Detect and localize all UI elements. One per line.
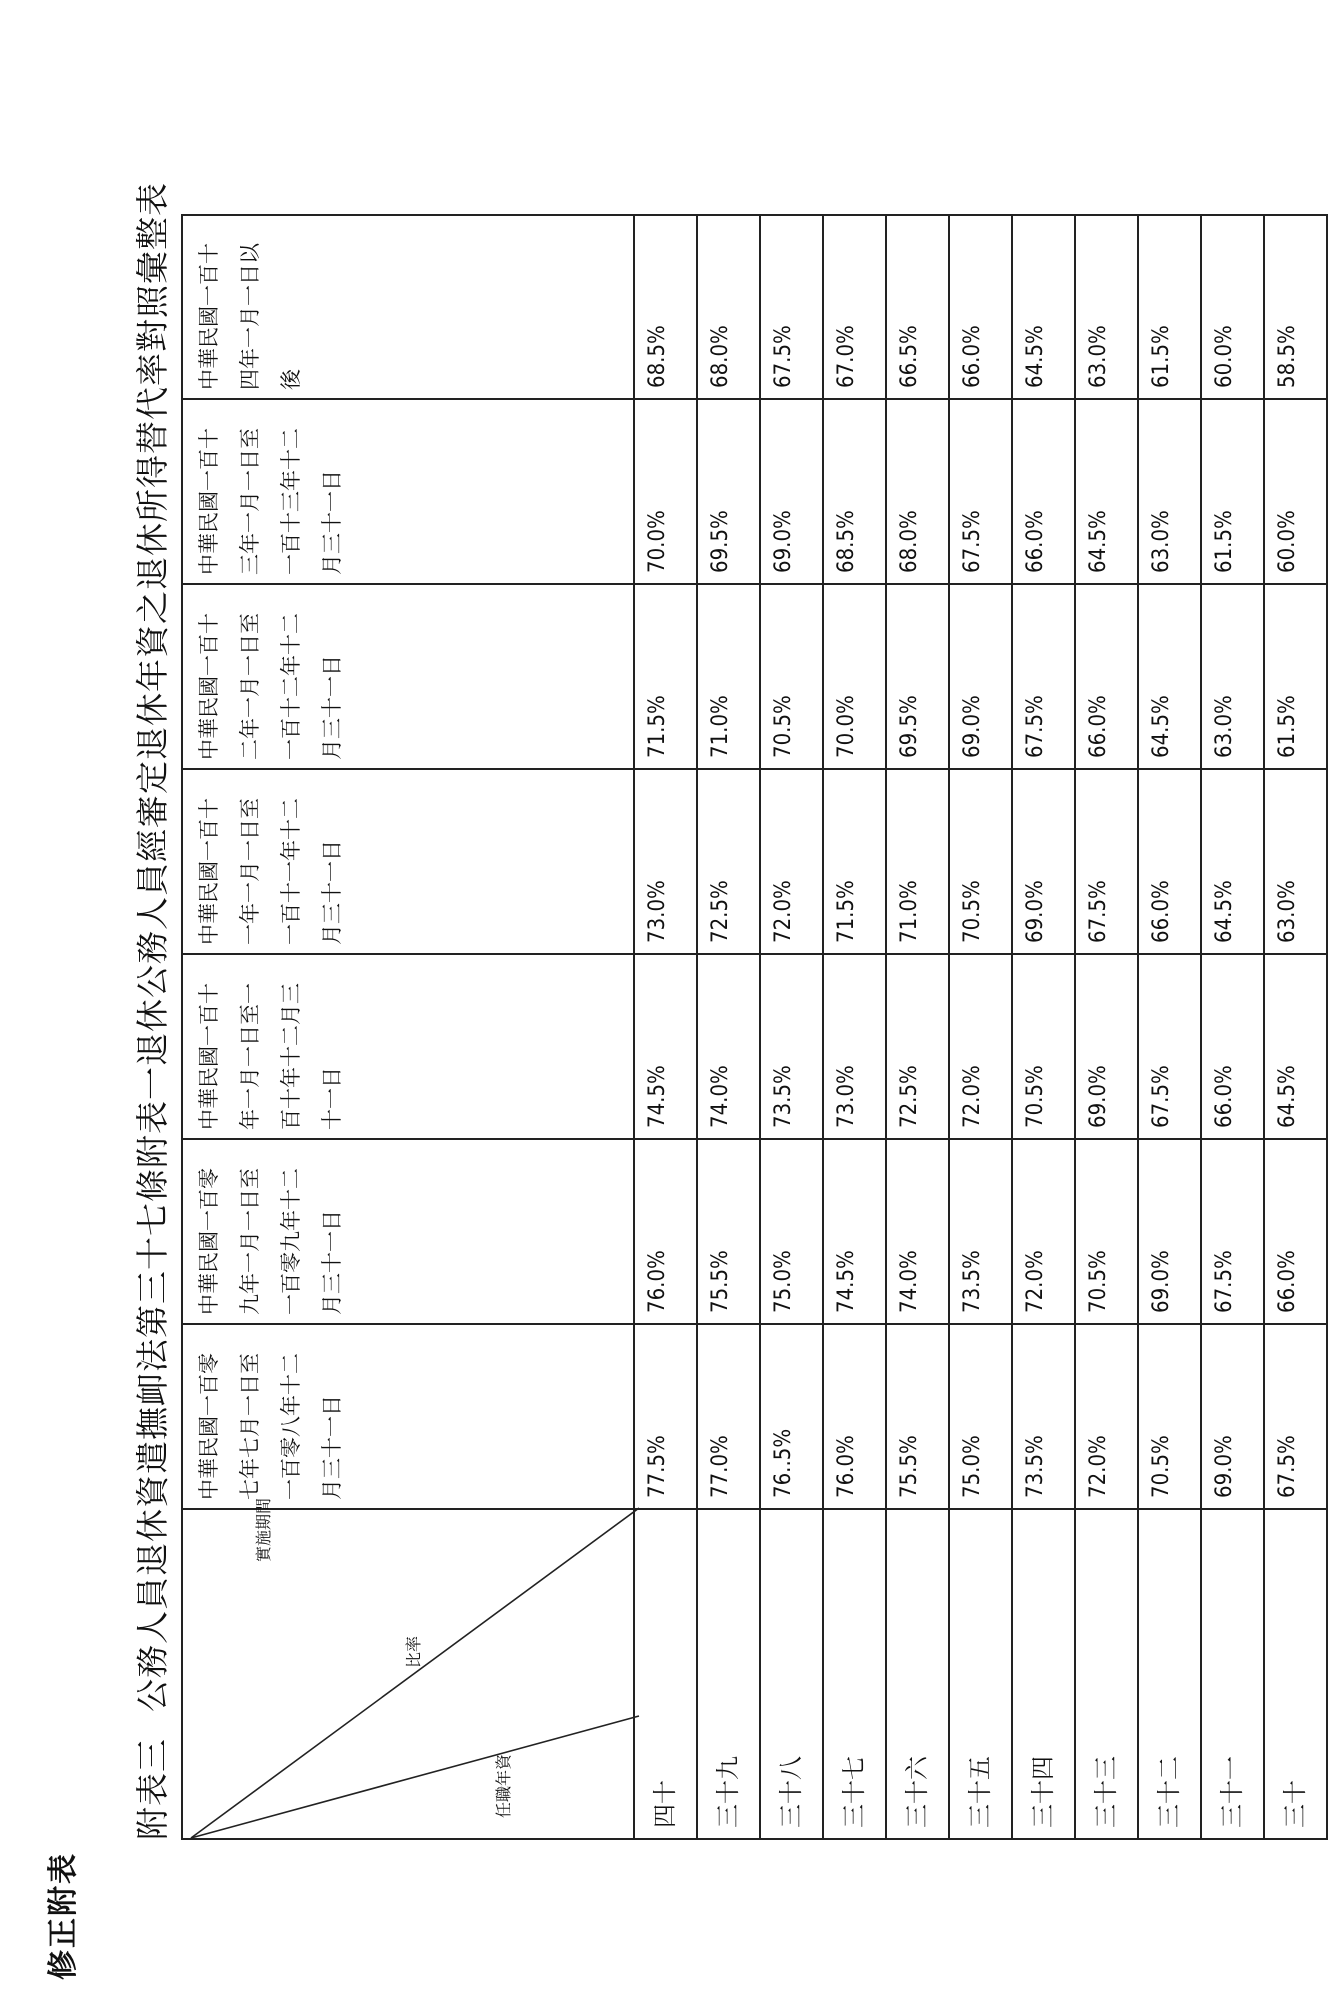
rate-cell: 73.5% bbox=[760, 954, 823, 1139]
rate-cell: 67.5% bbox=[1138, 954, 1201, 1139]
rate-cell: 66.0% bbox=[1138, 769, 1201, 954]
service-years-cell: 三十四 bbox=[1012, 1509, 1075, 1839]
service-years-cell: 四十 bbox=[634, 1509, 697, 1839]
rotated-table-region bbox=[0, 86, 1309, 1902]
caption-label: 附表三 bbox=[132, 1738, 172, 1840]
period-header-line: 中華民國一百零 bbox=[197, 1168, 221, 1315]
rate-cell: 76..5% bbox=[760, 1324, 823, 1509]
rate-cell: 63.0% bbox=[1075, 215, 1138, 399]
table-body bbox=[634, 215, 1327, 1839]
service-years-cell: 三十一 bbox=[1201, 1509, 1264, 1839]
rate-cell: 69.5% bbox=[886, 584, 949, 769]
rate-cell: 70.0% bbox=[634, 399, 697, 584]
table-row bbox=[1138, 215, 1201, 1839]
rate-cell: 77.0% bbox=[697, 1324, 760, 1509]
table-row bbox=[886, 215, 949, 1839]
period-header-2 bbox=[182, 1139, 634, 1324]
service-years-cell: 三十 bbox=[1264, 1509, 1327, 1839]
rate-cell: 72.5% bbox=[886, 954, 949, 1139]
rate-cell: 74.5% bbox=[823, 1139, 886, 1324]
rate-cell: 63.0% bbox=[1201, 584, 1264, 769]
rate-cell: 69.0% bbox=[1012, 769, 1075, 954]
rate-cell: 70.5% bbox=[760, 584, 823, 769]
rate-cell: 68.0% bbox=[697, 215, 760, 399]
period-header-line: 月三十一日 bbox=[320, 1210, 344, 1315]
rate-cell: 70.5% bbox=[949, 769, 1012, 954]
service-years-cell: 三十九 bbox=[697, 1509, 760, 1839]
rate-cell: 69.5% bbox=[697, 399, 760, 584]
period-header-line: 十一日 bbox=[320, 1067, 344, 1130]
rate-cell: 58.5% bbox=[1264, 215, 1327, 399]
rate-cell: 64.5% bbox=[1138, 584, 1201, 769]
period-header-line: 月三十一日 bbox=[320, 655, 344, 760]
rate-cell: 68.5% bbox=[823, 399, 886, 584]
service-years-cell: 三十七 bbox=[823, 1509, 886, 1839]
rate-cell: 72.5% bbox=[697, 769, 760, 954]
rate-cell: 70.0% bbox=[823, 584, 886, 769]
rate-cell: 61.5% bbox=[1264, 584, 1327, 769]
period-header-line: 一百零九年十二 bbox=[279, 1168, 303, 1315]
caption-title: 公務人員退休資遣撫卹法第三十七條附表一退休公務人員經審定退休年資之退休所得替代率對照彙整表 bbox=[132, 182, 172, 1712]
table-row bbox=[760, 215, 823, 1839]
corner-label-rate: 比率 bbox=[404, 1635, 423, 1668]
period-header-line: 後 bbox=[279, 369, 303, 390]
period-header-5 bbox=[182, 584, 634, 769]
corner-label-period: 實施期間 bbox=[254, 1497, 273, 1562]
rate-cell: 73.0% bbox=[634, 769, 697, 954]
corner-header-cell bbox=[182, 1497, 634, 1839]
period-header-line: 七年七月一日至 bbox=[238, 1353, 262, 1500]
rate-cell: 75.5% bbox=[886, 1324, 949, 1509]
period-header-line: 中華民國一百十 bbox=[197, 243, 221, 390]
rate-cell: 76.0% bbox=[823, 1324, 886, 1509]
rate-cell: 60.0% bbox=[1264, 399, 1327, 584]
rate-cell: 70.5% bbox=[1075, 1139, 1138, 1324]
rate-cell: 69.0% bbox=[1075, 954, 1138, 1139]
period-header-3 bbox=[182, 954, 634, 1139]
period-header-line: 百十年十二月三 bbox=[279, 983, 303, 1130]
period-header-line: 一年一月一日至 bbox=[238, 798, 262, 945]
rate-cell: 63.0% bbox=[1138, 399, 1201, 584]
table-row bbox=[823, 215, 886, 1839]
rate-cell: 70.5% bbox=[1012, 954, 1075, 1139]
service-years-cell: 三十六 bbox=[886, 1509, 949, 1839]
table-row bbox=[949, 215, 1012, 1839]
rate-cell: 67.5% bbox=[949, 399, 1012, 584]
rate-cell: 72.0% bbox=[760, 769, 823, 954]
period-header-line: 九年一月一日至 bbox=[238, 1168, 262, 1315]
rate-cell: 68.0% bbox=[886, 399, 949, 584]
rate-cell: 75.0% bbox=[760, 1139, 823, 1324]
table-caption bbox=[120, 100, 180, 1840]
rate-cell: 63.0% bbox=[1264, 769, 1327, 954]
rate-cell: 67.5% bbox=[760, 215, 823, 399]
period-header-line: 中華民國一百十 bbox=[197, 428, 221, 575]
period-header-line: 月三十一日 bbox=[320, 1395, 344, 1500]
rate-cell: 66.0% bbox=[1201, 954, 1264, 1139]
service-years-cell: 三十三 bbox=[1075, 1509, 1138, 1839]
period-header-4 bbox=[182, 769, 634, 954]
period-header-6 bbox=[182, 399, 634, 584]
service-years-cell: 三十八 bbox=[760, 1509, 823, 1839]
rate-cell: 66.0% bbox=[1075, 584, 1138, 769]
corner-label-years: 任職年資 bbox=[494, 1753, 513, 1818]
rate-cell: 74.0% bbox=[886, 1139, 949, 1324]
rate-cell: 69.0% bbox=[760, 399, 823, 584]
period-header-7 bbox=[182, 215, 634, 399]
period-header-line: 二年一月一日至 bbox=[238, 613, 262, 760]
rate-cell: 73.5% bbox=[949, 1139, 1012, 1324]
rate-cell: 72.0% bbox=[949, 954, 1012, 1139]
rate-cell: 77.5% bbox=[634, 1324, 697, 1509]
rate-cell: 67.5% bbox=[1075, 769, 1138, 954]
rate-cell: 66.0% bbox=[1012, 399, 1075, 584]
period-header-line: 中華民國一百十 bbox=[197, 983, 221, 1130]
period-header-line: 一百十二年十二 bbox=[279, 613, 303, 760]
rate-cell: 69.0% bbox=[1138, 1139, 1201, 1324]
period-header-line: 一百零八年十二 bbox=[279, 1353, 303, 1500]
rate-cell: 74.0% bbox=[697, 954, 760, 1139]
replacement-rate-table bbox=[181, 214, 1328, 1840]
page-heading: 修正附表 bbox=[46, 1852, 81, 1980]
rate-cell: 76.0% bbox=[634, 1139, 697, 1324]
rate-cell: 73.5% bbox=[1012, 1324, 1075, 1509]
rate-cell: 71.0% bbox=[697, 584, 760, 769]
table-row bbox=[1264, 215, 1327, 1839]
rate-cell: 61.5% bbox=[1138, 215, 1201, 399]
period-header-line: 月三十一日 bbox=[320, 840, 344, 945]
period-header-line: 一百十三年十二 bbox=[279, 428, 303, 575]
rate-cell: 67.5% bbox=[1012, 584, 1075, 769]
rate-cell: 64.5% bbox=[1264, 954, 1327, 1139]
rate-cell: 69.0% bbox=[1201, 1324, 1264, 1509]
rate-cell: 67.5% bbox=[1264, 1324, 1327, 1509]
service-years-cell: 三十五 bbox=[949, 1509, 1012, 1839]
rate-cell: 66.0% bbox=[1264, 1139, 1327, 1324]
rate-cell: 75.0% bbox=[949, 1324, 1012, 1509]
rate-cell: 60.0% bbox=[1201, 215, 1264, 399]
rate-cell: 71.5% bbox=[823, 769, 886, 954]
period-header-line: 三年一月一日至 bbox=[238, 428, 262, 575]
rate-cell: 64.5% bbox=[1075, 399, 1138, 584]
period-header-line: 一百十一年十二 bbox=[279, 798, 303, 945]
table-row bbox=[634, 215, 697, 1839]
rate-cell: 74.5% bbox=[634, 954, 697, 1139]
period-header-line: 中華民國一百零 bbox=[197, 1353, 221, 1500]
rate-cell: 66.5% bbox=[886, 215, 949, 399]
period-header-1 bbox=[182, 1324, 634, 1509]
table-row bbox=[1201, 215, 1264, 1839]
rate-cell: 72.0% bbox=[1075, 1324, 1138, 1509]
rate-cell: 66.0% bbox=[949, 215, 1012, 399]
header-row bbox=[182, 215, 634, 1839]
rate-cell: 71.5% bbox=[634, 584, 697, 769]
rate-cell: 71.0% bbox=[886, 769, 949, 954]
period-header-line: 中華民國一百十 bbox=[197, 798, 221, 945]
rate-cell: 75.5% bbox=[697, 1139, 760, 1324]
period-header-line: 月三十一日 bbox=[320, 470, 344, 575]
rate-cell: 64.5% bbox=[1012, 215, 1075, 399]
rate-cell: 67.5% bbox=[1201, 1139, 1264, 1324]
rate-cell: 61.5% bbox=[1201, 399, 1264, 584]
table-row bbox=[697, 215, 760, 1839]
table-row bbox=[1075, 215, 1138, 1839]
service-years-cell: 三十二 bbox=[1138, 1509, 1201, 1839]
rate-cell: 73.0% bbox=[823, 954, 886, 1139]
rate-cell: 68.5% bbox=[634, 215, 697, 399]
rate-cell: 72.0% bbox=[1012, 1139, 1075, 1324]
rate-cell: 64.5% bbox=[1201, 769, 1264, 954]
table-row bbox=[1012, 215, 1075, 1839]
period-header-line: 年一月一日至一 bbox=[238, 983, 262, 1130]
period-header-line: 中華民國一百十 bbox=[197, 613, 221, 760]
rate-cell: 70.5% bbox=[1138, 1324, 1201, 1509]
rate-cell: 67.0% bbox=[823, 215, 886, 399]
period-header-line: 四年一月一日以 bbox=[238, 243, 262, 390]
rate-cell: 69.0% bbox=[949, 584, 1012, 769]
